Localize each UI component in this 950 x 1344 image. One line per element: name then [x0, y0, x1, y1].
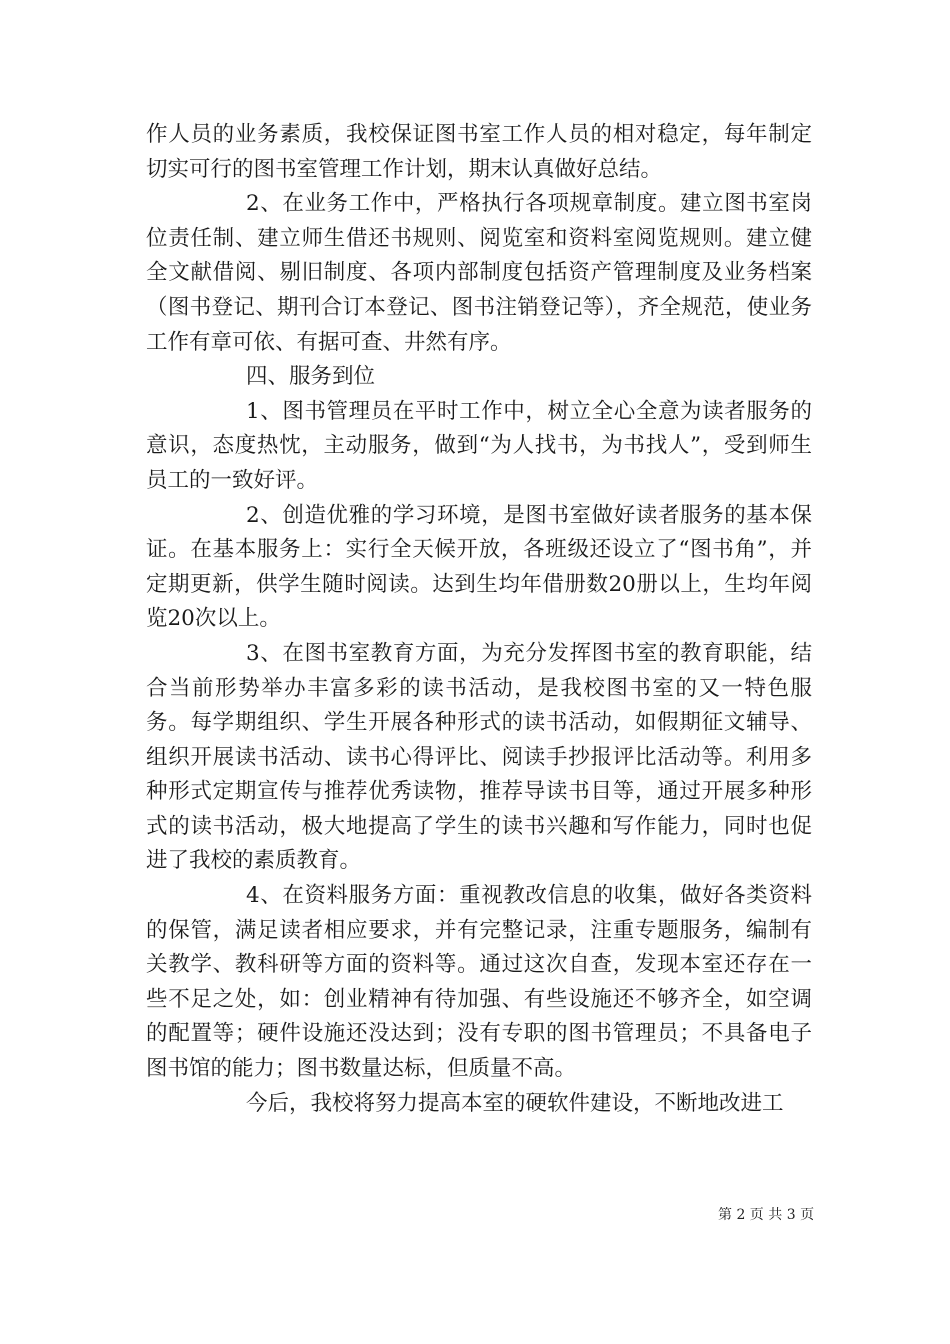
paragraph: 作人员的业务素质，我校保证图书室工作人员的相对稳定，每年制定切实可行的图书室管理工作计划，期末认真做好总结。 — [146, 122, 812, 182]
paragraph: 2、创造优雅的学习环境，是图书室做好读者服务的基本保证。在基本服务上：实行全天候开放，各班级还设立了“图书角”，并定期更新，供学生随时阅读。达到生均年借册数20册以上，生均年阅览20次以上。 — [146, 502, 812, 632]
paragraph: 今后，我校将努力提高本室的硬软件建设，不断地改进工 — [246, 1090, 784, 1116]
paragraph: 1、图书管理员在平时工作中，树立全心全意为读者服务的意识，态度热忱，主动服务，做到“为人找书，为书找人”，受到师生员工的一致好评。 — [146, 398, 812, 493]
paragraph: 2、在业务工作中，严格执行各项规章制度。建立图书室岗位责任制、建立师生借还书规则、阅览室和资料室阅览规则。建立健全文献借阅、剔旧制度、各项内部制度包括资产管理制度及业务档案（图书登记、期刊合订本登记、图书注销登记等），齐全规范，使业务工作有章可依、有据可查、井然有序。 — [146, 191, 812, 355]
paragraph: 3、在图书室教育方面，为充分发挥图书室的教育职能，结合当前形势举办丰富多彩的读书活动，是我校图书室的又一特色服务。每学期组织、学生开展各种形式的读书活动，如假期征文辅导、组织开展读书活动、读书心得评比、阅读手抄报评比活动等。利用多种形式定期宣传与推荐优秀读物，推荐导读书目等，通过开展多种形式的读书活动，极大地提高了学生的读书兴趣和写作能力，同时也促进了我校的素质教育。 — [146, 640, 812, 874]
paragraph: 四、服务到位 — [246, 364, 376, 390]
paragraph: 4、在资料服务方面：重视教改信息的收集，做好各类资料的保管，满足读者相应要求，并有完整记录，注重专题服务，编制有关教学、教科研等方面的资料等。通过这次自查，发现本室还存在一些不足之处，如：创业精神有待加强、有些设施还不够齐全，如空调的配置等；硬件设施还没达到；没有专职的图书管理员；不具备电子图书馆的能力；图书数量达标，但质量不高。 — [146, 883, 812, 1082]
page-number: 第 2 页 共 3 页 — [718, 1207, 815, 1223]
body-text — [146, 118, 812, 1121]
